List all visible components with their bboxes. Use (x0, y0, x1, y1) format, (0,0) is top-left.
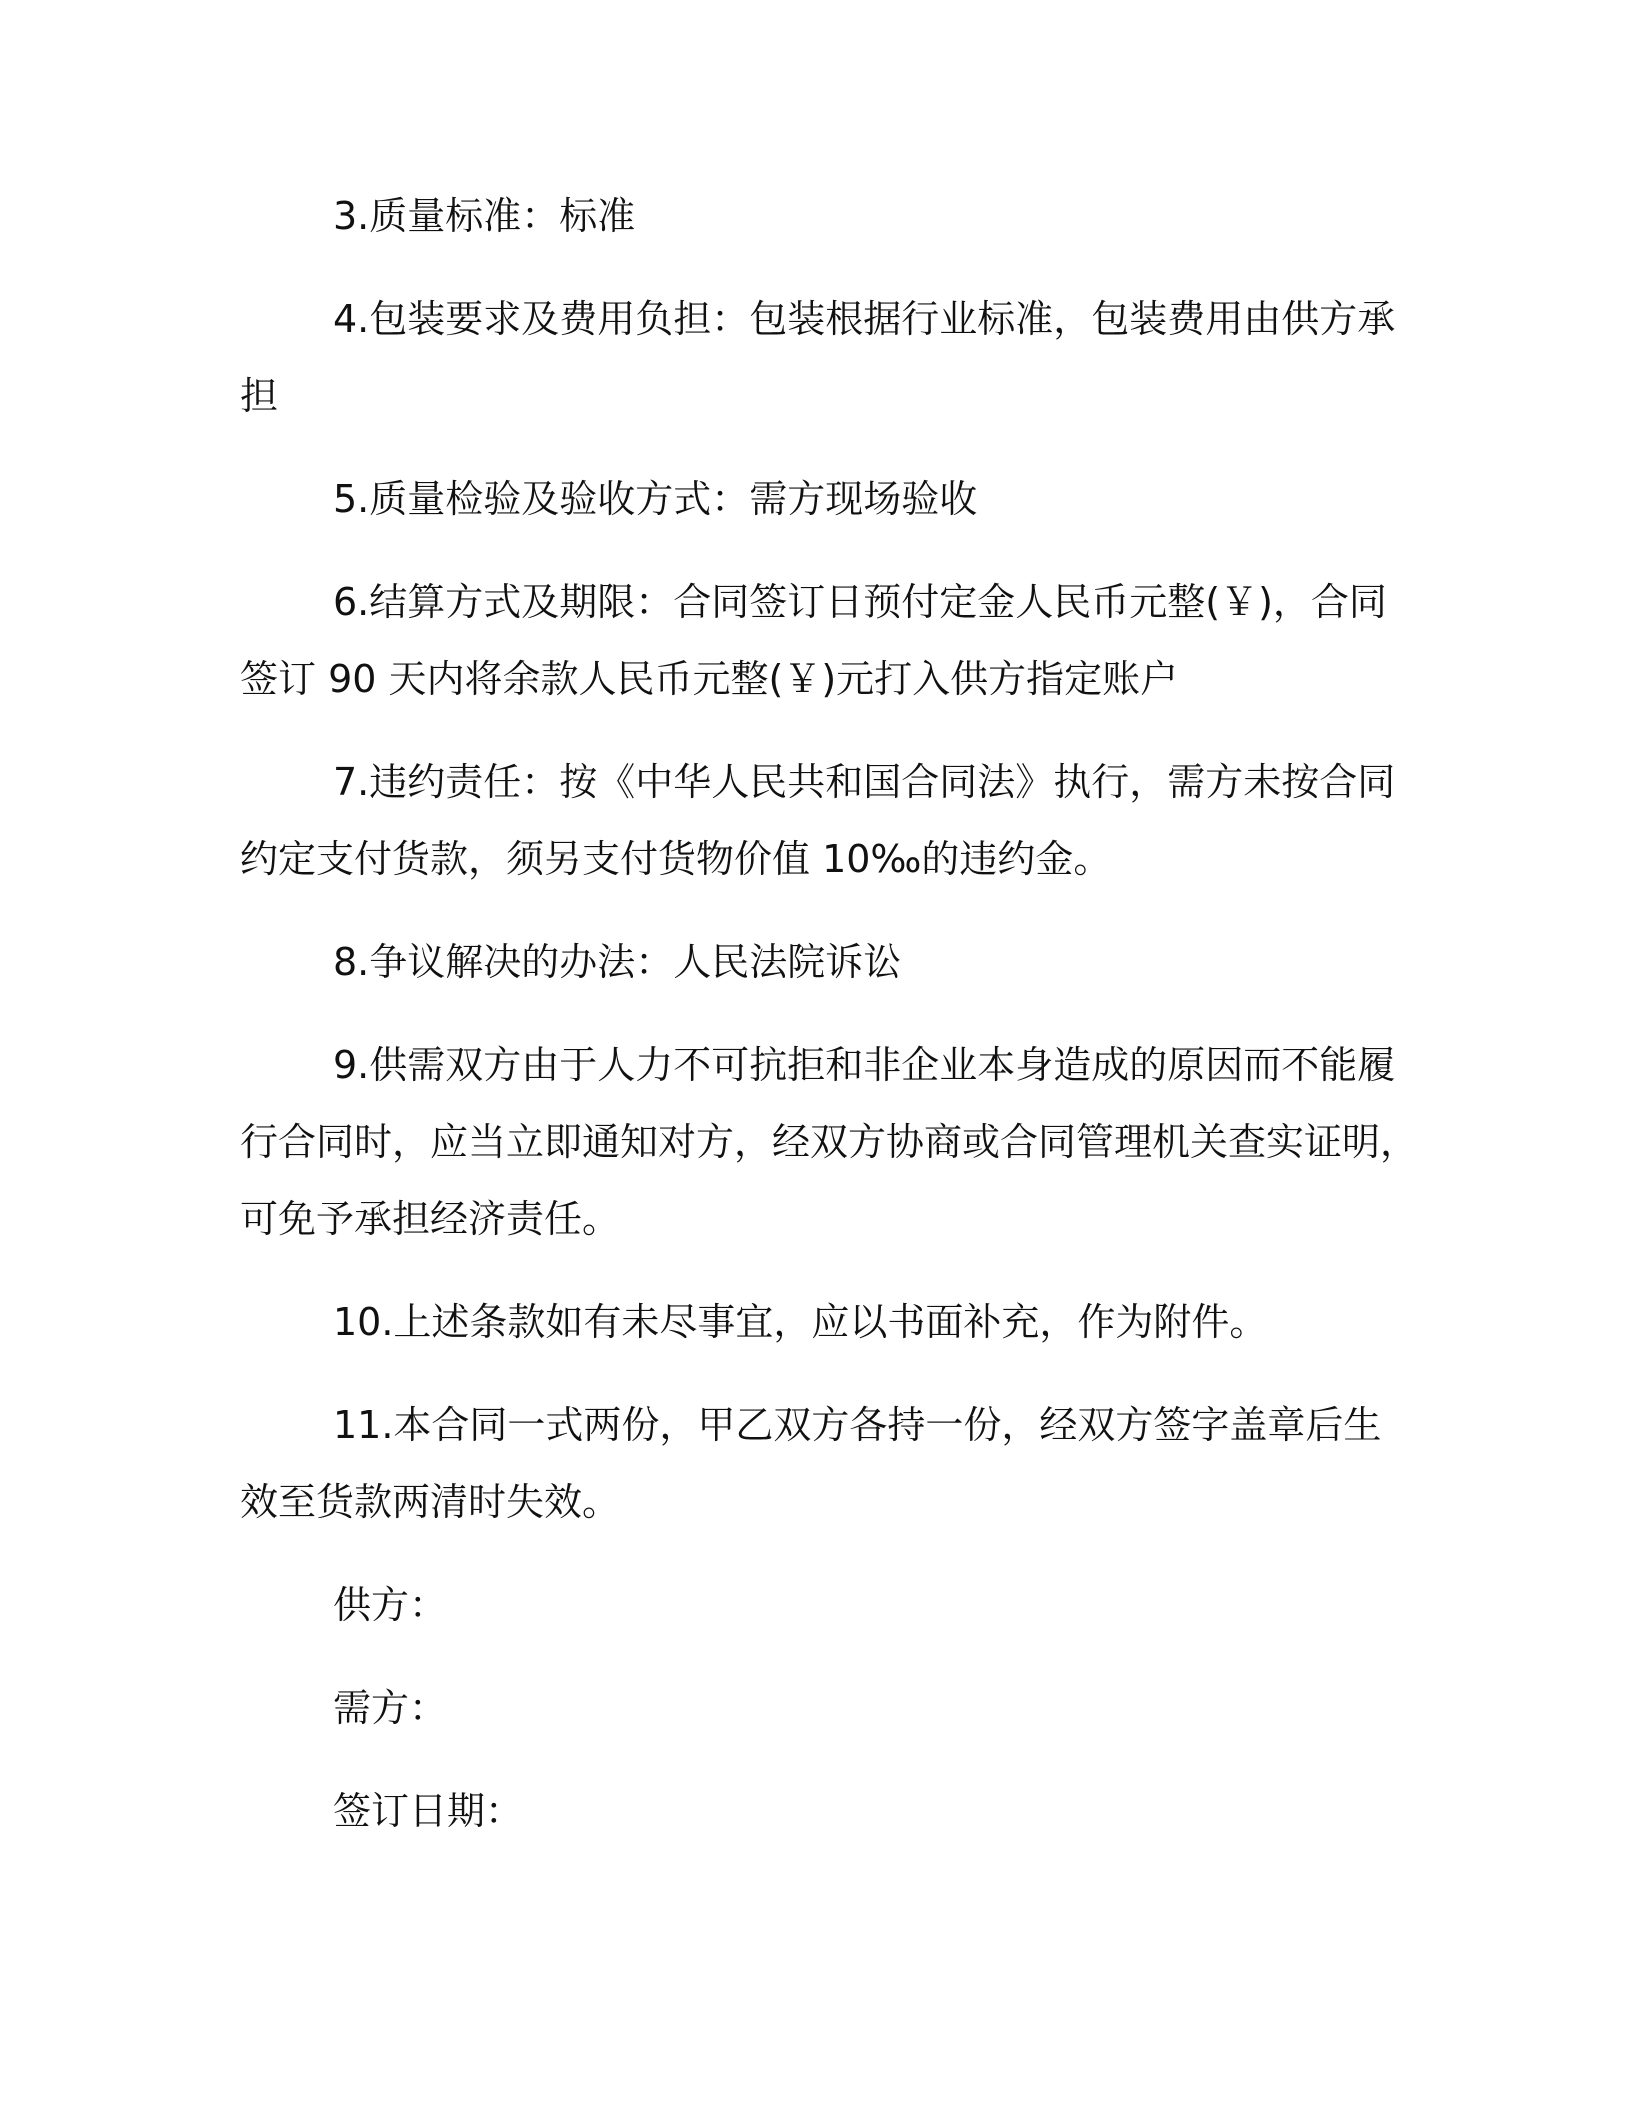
clause-4-line-1: 4.包装要求及费用负担：包装根据行业标准，包装费用由供方承 (333, 297, 1396, 341)
clause-3: 3.质量标准：标准 (333, 194, 636, 238)
supplier-label: 供方： (333, 1583, 448, 1627)
clause-6-line-2: 签订 90 天内将余款人民币元整(￥)元打入供方指定账户 (240, 657, 1179, 701)
clause-9-line-1: 9.供需双方由于人力不可抗拒和非企业本身造成的原因而不能履 (333, 1043, 1396, 1087)
buyer-label: 需方： (333, 1686, 448, 1730)
sign-date-label: 签订日期： (333, 1789, 524, 1833)
clause-7-line-1: 7.违约责任：按《中华人民共和国合同法》执行，需方未按合同 (333, 760, 1396, 804)
clause-8: 8.争议解决的办法：人民法院诉讼 (333, 940, 902, 984)
clause-10: 10.上述条款如有未尽事宜，应以书面补充，作为附件。 (333, 1300, 1268, 1344)
clause-11-line-1: 11.本合同一式两份，甲乙双方各持一份，经双方签字盖章后生 (333, 1403, 1382, 1447)
clause-11-line-2: 效至货款两清时失效。 (240, 1480, 621, 1524)
clause-9-line-3: 可免予承担经济责任。 (240, 1197, 621, 1241)
clause-7-line-2: 约定支付货款，须另支付货物价值 10‰的违约金。 (240, 837, 1112, 881)
clause-6-line-1: 6.结算方式及期限：合同签订日预付定金人民币元整(￥)，合同 (333, 580, 1387, 624)
clause-4-line-2: 担 (240, 374, 279, 418)
clause-5: 5.质量检验及验收方式：需方现场验收 (333, 477, 978, 521)
clause-9-line-2: 行合同时，应当立即通知对方，经双方协商或合同管理机关查实证明， (240, 1120, 1419, 1164)
